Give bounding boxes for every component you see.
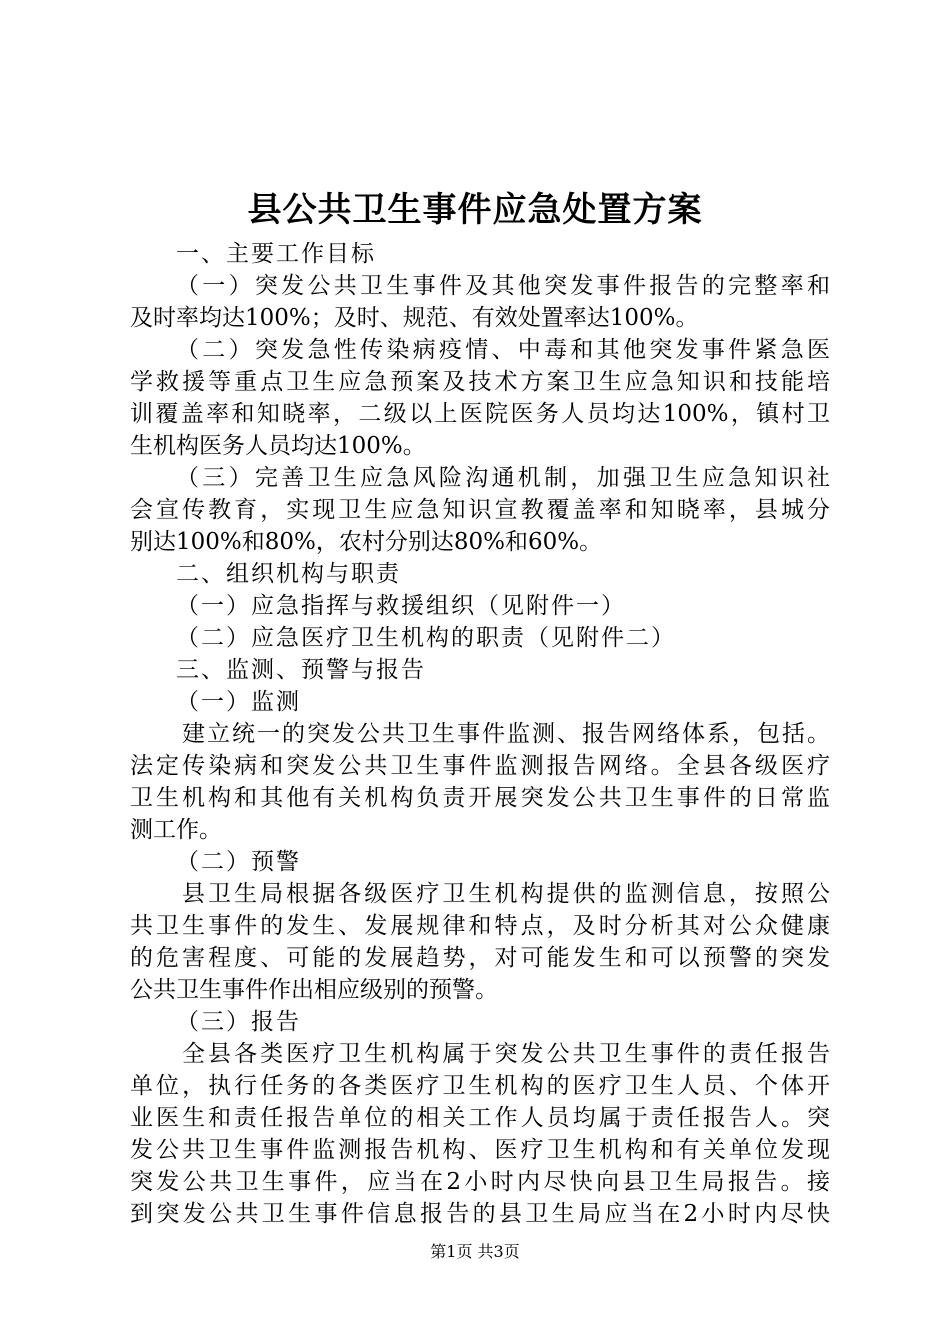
paragraph-line: （二）突发急性传染病疫情、中毒和其他突发事件紧急医 (176, 337, 830, 363)
subsection-heading: （一）应急指挥与救援组织（见附件一） (176, 593, 626, 619)
paragraph-line: 生机构医务人员均达100%。 (130, 433, 426, 459)
section-heading-1: 一、主要工作目标 (176, 241, 376, 267)
paragraph-line: 全县各类医疗卫生机构属于突发公共卫生事件的责任报告 (182, 1041, 830, 1067)
paragraph-line: 的危害程度、可能的发展趋势，对可能发生和可以预警的突发 (130, 945, 830, 971)
document-title: 县公共卫生事件应急处置方案 (247, 190, 703, 230)
paragraph-line: 会宣传教育，实现卫生应急知识宣教覆盖率和知晓率，县城分 (130, 497, 830, 523)
subsection-heading: （三）报告 (176, 1009, 301, 1035)
paragraph-line: 测工作。 (130, 817, 222, 843)
paragraph-line: 突发公共卫生事件，应当在2小时内尽快向县卫生局报告。接 (130, 1169, 830, 1195)
paragraph-line: 县卫生局根据各级医疗卫生机构提供的监测信息，按照公 (182, 881, 830, 907)
paragraph-line: 训覆盖率和知晓率，二级以上医院医务人员均达100%，镇村卫 (130, 401, 830, 427)
page-footer: 第1页 共3页 (430, 1242, 520, 1261)
paragraph-line: 公共卫生事件作出相应级别的预警。 (130, 977, 498, 1003)
paragraph-line: 发公共卫生事件监测报告机构、医疗卫生机构和有关单位发现 (130, 1137, 830, 1163)
paragraph-line: （一）突发公共卫生事件及其他突发事件报告的完整率和 (176, 273, 830, 299)
paragraph-line: （三）完善卫生应急风险沟通机制，加强卫生应急知识社 (176, 465, 830, 491)
paragraph-line: 到突发公共卫生事件信息报告的县卫生局应当在2小时内尽快 (130, 1201, 830, 1227)
paragraph-line: 共卫生事件的发生、发展规律和特点，及时分析其对公众健康 (130, 913, 830, 939)
paragraph-line: 单位，执行任务的各类医疗卫生机构的医疗卫生人员、个体开 (130, 1073, 830, 1099)
paragraph-line: 及时率均达100%；及时、规范、有效处置率达100%。 (130, 305, 699, 331)
paragraph-line: 别达100%和80%，农村分别达80%和60%。 (130, 529, 603, 555)
section-heading-3: 三、监测、预警与报告 (176, 657, 426, 683)
paragraph-line: 学救援等重点卫生应急预案及技术方案卫生应急知识和技能培 (130, 369, 830, 395)
subsection-heading: （一）监测 (176, 689, 301, 715)
section-heading-2: 二、组织机构与职责 (176, 561, 401, 587)
subsection-heading: （二）应急医疗卫生机构的职责（见附件二） (176, 625, 676, 651)
subsection-heading: （二）预警 (176, 849, 301, 875)
paragraph-line: 建立统一的突发公共卫生事件监测、报告网络体系，包括。 (182, 721, 830, 747)
paragraph-line: 法定传染病和突发公共卫生事件监测报告网络。全县各级医疗 (130, 753, 830, 779)
paragraph-line: 业医生和责任报告单位的相关工作人员均属于责任报告人。突 (130, 1105, 830, 1131)
paragraph-line: 卫生机构和其他有关机构负责开展突发公共卫生事件的日常监 (130, 785, 830, 811)
